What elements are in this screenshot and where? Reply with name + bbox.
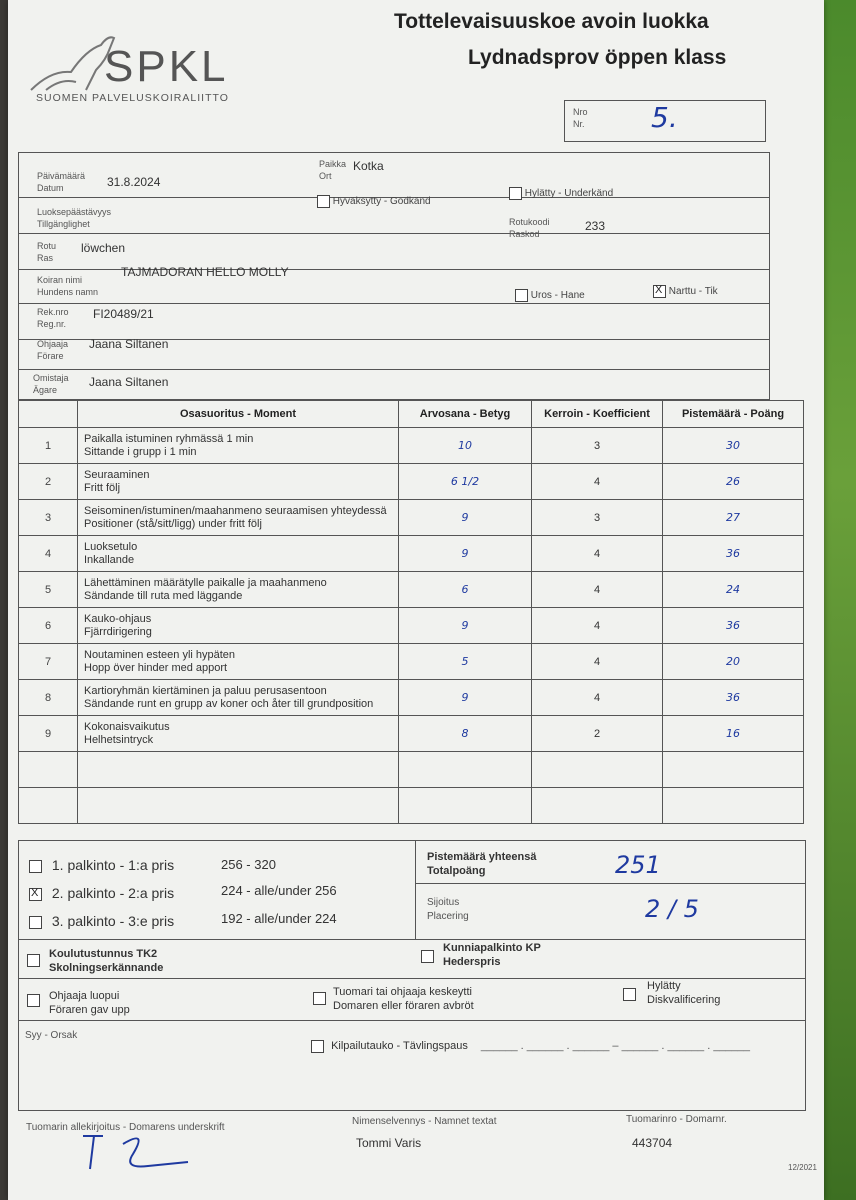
owner-label-fi: Omistaja (33, 373, 69, 383)
score-table (18, 400, 804, 824)
prize-2-label: 2. palkinto - 2:a pris (51, 885, 175, 901)
kp-label-sv: Hederspris (443, 956, 501, 968)
rejected-label: Hylätty - Underkänd (524, 188, 614, 200)
prize-2-option[interactable] (29, 885, 174, 901)
moment-fi: Kartioryhmän kiertäminen ja paluu perusasentoon (84, 684, 327, 697)
prize-1-checkbox[interactable] (29, 860, 42, 873)
nro-value: 5. (651, 101, 678, 134)
grade-header: Arvosana - Betyg (399, 401, 532, 428)
row-number: 7 (19, 644, 78, 680)
row-number: 8 (19, 680, 78, 716)
judge-no-label: Tuomarinro - Domarnr. (626, 1114, 727, 1125)
reg-label-sv: Reg.nr. (37, 319, 67, 329)
prize-section (18, 840, 806, 940)
moment-cell (78, 716, 399, 752)
empty-row (19, 752, 804, 788)
points-cell: 20 (663, 644, 804, 680)
rejected-option[interactable] (509, 187, 613, 200)
moment-sv: Helhetsintryck (84, 733, 154, 746)
male-checkbox[interactable] (515, 289, 528, 302)
female-option[interactable] (653, 285, 718, 298)
empty-cell (19, 752, 78, 788)
permit-label-sv: Tillgänglighet (37, 219, 90, 229)
prize-3-option[interactable] (29, 913, 174, 929)
points-cell: 24 (663, 572, 804, 608)
prize-2-range: 224 - alle/under 256 (221, 883, 337, 898)
total-value: 251 (615, 851, 661, 879)
date-label-sv: Datum (37, 183, 64, 193)
grade-cell: 6 (399, 572, 532, 608)
points-cell: 30 (663, 428, 804, 464)
moment-cell (78, 500, 399, 536)
coef-cell: 3 (532, 500, 663, 536)
grade-cell: 6 1/2 (399, 464, 532, 500)
moment-sv: Positioner (stå/sitt/ligg) under fritt följ (84, 517, 262, 530)
prize-2-checkbox[interactable] (29, 888, 42, 901)
approved-option[interactable] (317, 195, 431, 208)
row-number: 2 (19, 464, 78, 500)
breed-label-sv: Ras (37, 253, 54, 263)
moment-fi: Noutaminen esteen yli hypäten (84, 648, 236, 661)
moment-fi: Kokonaisvaikutus (84, 720, 170, 733)
moment-fi: Seuraaminen (84, 468, 150, 481)
moment-cell (78, 572, 399, 608)
row-number: 4 (19, 536, 78, 572)
table-row (19, 572, 804, 608)
pause-label: Kilpailutauko - Tävlingspaus (331, 1040, 468, 1053)
score-sheet (8, 0, 824, 1200)
table-row (19, 500, 804, 536)
kp-checkbox[interactable] (421, 950, 434, 963)
coef-cell: 2 (532, 716, 663, 752)
row-number: 1 (19, 428, 78, 464)
moment-cell (78, 536, 399, 572)
placing-label-sv: Placering (427, 911, 469, 922)
coef-cell: 4 (532, 536, 663, 572)
signature-label: Tuomarin allekirjoitus - Domarens underskrift (26, 1122, 225, 1133)
moment-fi: Lähettäminen määrätylle paikalle ja maahanmeno (84, 576, 327, 589)
judge-no-value: 443704 (632, 1136, 673, 1150)
handler-label-sv: Förare (37, 351, 64, 361)
coef-cell: 3 (532, 428, 663, 464)
moment-sv: Sittande i grupp i 1 min (84, 445, 197, 458)
male-label: Uros - Hane (530, 290, 585, 302)
disq-label-sv: Diskvalificering (647, 994, 721, 1006)
grade-cell: 9 (399, 500, 532, 536)
moment-fi: Seisominen/istuminen/maahanmeno seuraamisen yhteydessä (84, 504, 387, 517)
moment-fi: Paikalla istuminen ryhmässä 1 min (84, 432, 254, 445)
coef-cell: 4 (532, 464, 663, 500)
points-cell: 26 (663, 464, 804, 500)
pause-date-blanks: ______ . ______ . ______ – ______ . ______ . ______ (480, 1040, 751, 1053)
rejected-checkbox[interactable] (509, 187, 522, 200)
spkl-logo (26, 30, 246, 110)
grade-cell: 8 (399, 716, 532, 752)
date-value: 31.8.2024 (107, 175, 161, 189)
table-header-row (19, 401, 804, 428)
kp-label-fi: Kunniapalkinto KP (443, 942, 541, 954)
points-cell: 36 (663, 680, 804, 716)
table-row (19, 716, 804, 752)
moment-sv: Fritt följ (84, 481, 121, 494)
empty-cell (663, 752, 804, 788)
approved-checkbox[interactable] (317, 195, 330, 208)
prize-1-range: 256 - 320 (221, 857, 276, 872)
title-fi: Tottelevaisuuskoe avoin luokka (394, 10, 709, 33)
coef-header: Kerroin - Koefficient (532, 401, 663, 428)
table-row (19, 428, 804, 464)
breed-code-label-sv: Raskod (509, 229, 540, 239)
name-label: Nimenselvennys - Namnet textat (352, 1116, 497, 1127)
dog-name-value: TAJMADORAN HELLO MOLLY (121, 265, 289, 279)
placing-value: 2 / 5 (645, 895, 699, 923)
place-label-sv: Ort (319, 171, 332, 181)
prize-1-label: 1. palkinto - 1:a pris (51, 857, 175, 873)
nro-label-sv: Nr. (573, 119, 585, 129)
owner-value: Jaana Siltanen (89, 375, 169, 389)
handler-quit-checkbox[interactable] (27, 994, 40, 1007)
reg-value: FI20489/21 (93, 307, 154, 321)
breed-value: löwchen (81, 241, 126, 255)
interrupted-checkbox[interactable] (313, 992, 326, 1005)
grade-cell: 9 (399, 680, 532, 716)
moment-sv: Fjärrdirigering (84, 625, 152, 638)
permit-label-fi: Luoksepäästävyys (37, 207, 112, 217)
empty-cell (78, 752, 399, 788)
dog-name-label-fi: Koiran nimi (37, 275, 83, 285)
moment-cell (78, 680, 399, 716)
table-row (19, 608, 804, 644)
interrupted-label-sv: Domaren eller föraren avbröt (333, 1000, 474, 1012)
moment-cell (78, 428, 399, 464)
owner-label-sv: Ägare (33, 385, 58, 395)
reason-row (18, 1020, 806, 1111)
nro-label-fi: Nro (573, 107, 588, 117)
moment-sv: Sändande runt en grupp av koner och åter till grundposition (84, 697, 374, 710)
place-value: Kotka (353, 159, 384, 173)
judge-signature (78, 1124, 198, 1174)
reason-label: Syy - Orsak (25, 1030, 78, 1041)
coef-cell: 4 (532, 680, 663, 716)
moment-sv: Sändande till ruta med läggande (84, 589, 243, 602)
prize-3-range: 192 - alle/under 224 (221, 911, 337, 926)
moment-cell (78, 644, 399, 680)
coef-cell: 4 (532, 608, 663, 644)
approved-label: Hyväksytty - Godkänd (332, 196, 431, 208)
reg-label-fi: Rek.nro (37, 307, 69, 317)
table-row (19, 644, 804, 680)
tk2-label-fi: Koulutustunnus TK2 (49, 948, 158, 960)
row-number: 5 (19, 572, 78, 608)
breed-code-label-fi: Rotukoodi (509, 217, 550, 227)
handler-label-fi: Ohjaaja (37, 339, 69, 349)
coef-cell: 4 (532, 572, 663, 608)
pause-checkbox[interactable] (311, 1040, 324, 1053)
table-row (19, 464, 804, 500)
total-label-fi: Pistemäärä yhteensä (427, 851, 537, 863)
points-cell: 16 (663, 716, 804, 752)
nro-box (564, 100, 766, 142)
row-number: 6 (19, 608, 78, 644)
coef-cell: 4 (532, 644, 663, 680)
termination-row (18, 978, 806, 1021)
grade-cell: 10 (399, 428, 532, 464)
row-number: 9 (19, 716, 78, 752)
empty-row (19, 788, 804, 824)
grade-cell: 9 (399, 536, 532, 572)
tk2-checkbox[interactable] (27, 954, 40, 967)
logo-text: SPKL (104, 42, 229, 91)
empty-cell (399, 788, 532, 824)
row-number: 3 (19, 500, 78, 536)
dog-logo-icon (26, 30, 116, 95)
breed-code-value: 233 (585, 219, 606, 233)
moment-fi: Luoksetulo (84, 540, 138, 553)
table-row (19, 680, 804, 716)
empty-cell (78, 788, 399, 824)
female-checkbox[interactable] (653, 285, 666, 298)
empty-cell (663, 788, 804, 824)
male-option[interactable] (515, 289, 585, 302)
form-version: 12/2021 (788, 1163, 817, 1172)
org-name: SUOMEN PALVELUSKOIRALIITTO (36, 92, 229, 104)
grade-cell: 5 (399, 644, 532, 680)
moment-sv: Hopp över hinder med apport (84, 661, 228, 674)
points-cell: 36 (663, 608, 804, 644)
placing-label-fi: Sijoitus (427, 897, 460, 908)
handler-quit-label-sv: Föraren gav upp (49, 1004, 130, 1016)
dog-name-label-sv: Hundens namn (37, 287, 99, 297)
prize-3-label: 3. palkinto - 3:e pris (51, 913, 175, 929)
handler-quit-label-fi: Ohjaaja luopui (49, 990, 120, 1002)
empty-cell (532, 788, 663, 824)
female-label: Narttu - Tik (668, 286, 718, 298)
place-label-fi: Paikka (319, 159, 347, 169)
awards-row (18, 938, 806, 979)
footer (18, 1110, 817, 1180)
tk2-label-sv: Skolningserkännande (49, 962, 164, 974)
num-header (19, 401, 78, 428)
prize-3-checkbox[interactable] (29, 916, 42, 929)
empty-cell (19, 788, 78, 824)
table-row (19, 536, 804, 572)
interrupted-label-fi: Tuomari tai ohjaaja keskeytti (333, 986, 472, 998)
prize-1-option[interactable] (29, 857, 174, 873)
moment-sv: Inkallande (84, 553, 135, 566)
date-label-fi: Päivämäärä (37, 171, 86, 181)
info-block (18, 152, 770, 400)
moment-header: Osasuoritus - Moment (78, 401, 399, 428)
title-sv: Lydnadsprov öppen klass (468, 46, 727, 69)
moment-cell (78, 608, 399, 644)
moment-cell (78, 464, 399, 500)
points-cell: 27 (663, 500, 804, 536)
disq-checkbox[interactable] (623, 988, 636, 1001)
points-cell: 36 (663, 536, 804, 572)
grade-cell: 9 (399, 608, 532, 644)
handler-value: Jaana Siltanen (89, 337, 169, 351)
total-label-sv: Totalpoäng (427, 865, 486, 877)
disq-label-fi: Hylätty (647, 980, 681, 992)
breed-label-fi: Rotu (37, 241, 57, 251)
empty-cell (399, 752, 532, 788)
moment-fi: Kauko-ohjaus (84, 612, 152, 625)
pause-option[interactable] (311, 1040, 750, 1053)
empty-cell (532, 752, 663, 788)
name-value: Tommi Varis (356, 1136, 422, 1150)
points-header: Pistemäärä - Poäng (663, 401, 804, 428)
